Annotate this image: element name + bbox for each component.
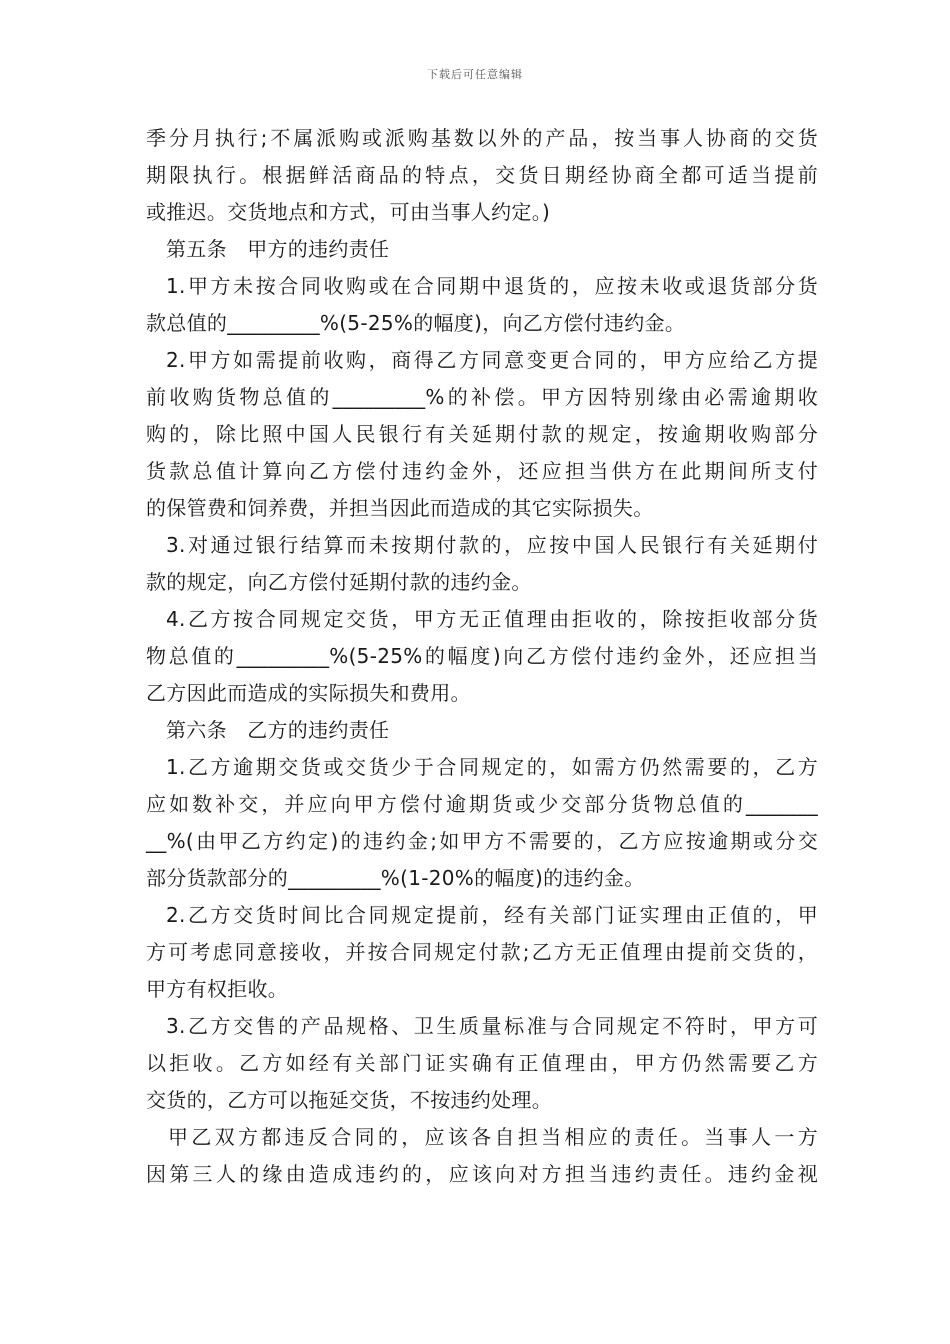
document-body (146, 120, 818, 1193)
text-line: 乙方因此而造成的实际损失和费用。 (146, 681, 471, 705)
section-heading: 第五条 甲方的违约责任 (166, 237, 390, 261)
text-line: 甲方有权拒收。 (146, 977, 289, 1001)
text-line: 货款总值计算向乙方偿付违约金外，还应担当供方在此期间所支付 (146, 459, 818, 483)
text-line: 或推迟。交货地点和方式，可由当事人约定。) (146, 200, 551, 224)
text-line: 物总值的_________%(5-25%的幅度)向乙方偿付违约金外，还应担当 (146, 644, 818, 668)
text-line: 1.甲方未按合同收购或在合同期中退货的，应按未收或退货部分货 (166, 274, 818, 298)
text-line: 3.对通过银行结算而未按期付款的，应按中国人民银行有关延期付 (166, 533, 818, 557)
text-line: __%(由甲乙方约定)的违约金;如甲方不需要的，乙方应按逾期或分交 (146, 829, 818, 853)
section-heading: 第六条 乙方的违约责任 (166, 718, 390, 742)
text-line: 4.乙方按合同规定交货，甲方无正值理由拒收的，除按拒收部分货 (166, 607, 818, 631)
text-line: 2.乙方交货时间比合同规定提前，经有关部门证实理由正值的，甲 (166, 903, 818, 927)
text-line: 期限执行。根据鲜活商品的特点，交货日期经协商全都可适当提前 (146, 163, 818, 187)
text-line: 因第三人的缘由造成违约的，应该向对方担当违约责任。违约金视 (146, 1162, 818, 1186)
text-line: 款总值的_________%(5-25%的幅度)，向乙方偿付违约金。 (146, 311, 686, 335)
text-line: 方可考虑同意接收，并按合同规定付款;乙方无正值理由提前交货的， (146, 940, 818, 964)
text-line: 3.乙方交售的产品规格、卫生质量标准与合同规定不符时，甲方可 (166, 1014, 818, 1038)
page-header: 下载后可任意编辑 (427, 68, 523, 81)
text-line: 应如数补交，并应向甲方偿付逾期货或少交部分货物总值的_______ (146, 792, 818, 816)
text-line: 2.甲方如需提前收购，商得乙方同意变更合同的，甲方应给乙方提 (166, 348, 818, 372)
text-line: 前收购货物总值的_________%的补偿。甲方因特别缘由必需逾期收 (146, 385, 818, 409)
text-line: 款的规定，向乙方偿付延期付款的违约金。 (146, 570, 532, 594)
text-line: 甲乙双方都违反合同的，应该各自担当相应的责任。当事人一方 (168, 1125, 818, 1149)
text-line: 购的，除比照中国人民银行有关延期付款的规定，按逾期收购部分 (146, 422, 818, 446)
text-line: 以拒收。乙方如经有关部门证实确有正值理由，甲方仍然需要乙方 (146, 1051, 818, 1075)
text-line: 1.乙方逾期交货或交货少于合同规定的，如需方仍然需要的，乙方 (166, 755, 818, 779)
text-line: 季分月执行;不属派购或派购基数以外的产品，按当事人协商的交货 (146, 126, 818, 150)
text-line: 交货的，乙方可以拖延交货，不按违约处理。 (146, 1088, 552, 1112)
text-line: 的保管费和饲养费，并担当因此而造成的其它实际损失。 (146, 496, 654, 520)
text-line: 部分货款部分的_________%(1-20%的幅度)的违约金。 (146, 866, 645, 890)
